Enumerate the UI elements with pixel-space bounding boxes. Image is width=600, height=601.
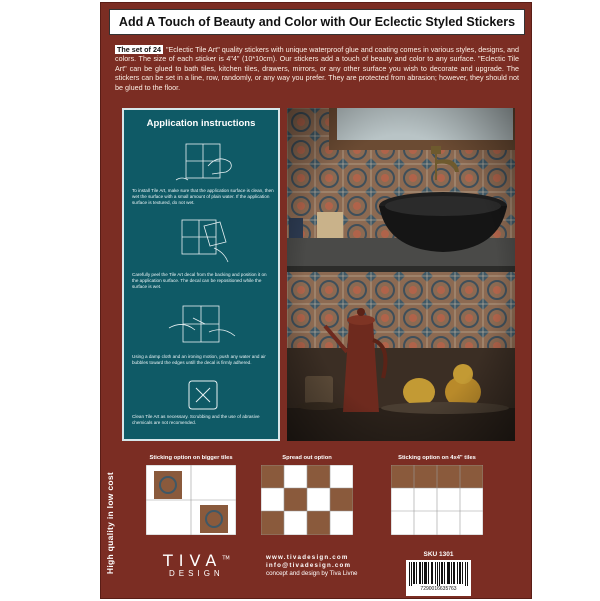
wet-surface-illustration: [168, 136, 238, 188]
sku-label: SKU 1301: [423, 551, 454, 558]
barcode-bars: [409, 562, 468, 586]
instructions-title: Application instructions: [146, 118, 256, 129]
small-tiles-diagram: [391, 465, 483, 535]
brand-name: TIVA: [163, 551, 223, 570]
instruction-text-4: Clean Tile Art as necessary. Scrubbing and the use of abrasive chemicals are not recomended.: [132, 414, 260, 425]
instruction-text-3: Using a damp cloth and an ironing motion, push any water and air bubbles toward the edges untill the decal is firmly adhered.: [132, 354, 266, 365]
instructions-panel: [122, 108, 280, 441]
barcode: [406, 560, 471, 596]
bathroom-kitchen-photo: [287, 108, 515, 441]
bigger-tiles-diagram: [146, 465, 236, 535]
email-link[interactable]: info@tivadesign.com: [266, 562, 352, 569]
design-credit: concept and design by Tiva Livne: [266, 570, 358, 577]
option-spread-out: [261, 455, 353, 540]
brand-logo: [163, 551, 230, 578]
product-description: [115, 45, 519, 92]
clean-tile-illustration: [183, 378, 223, 414]
instruction-text-1: To install Tile Art, make sure that the application surface is clean, then wet the surface with a small amount of plain water. If the application surface is textured, do not wet.: [132, 188, 274, 205]
spread-out-diagram: [261, 465, 353, 535]
website-link[interactable]: www.tivadesign.com: [266, 554, 349, 561]
instruction-step-3: [132, 298, 274, 366]
option-small-label: Sticking option on 4x4" tiles: [398, 455, 476, 461]
product-card: [100, 2, 532, 599]
description-text: "Eclectic Tile Art" quality stickers with unique waterproof glue and coating comes in various styles, designs, and colors. The size of each sticker is 4"4" (10*10cm). Our stickers add a touch of beauty and color to any surface. "Eclectic Tile Art" can be glued to bath tiles, kitchen tiles, drawers, mirrors, or any other surface you wish to decorate and upgrade. The stickers can be set in a line, row, randomly, or any way you prefer. They are protected from abrasion; however, they should not be glued to the floor.: [115, 45, 520, 92]
option-spread-label: Spread out option: [282, 455, 332, 461]
option-bigger-tiles: [146, 455, 236, 540]
instruction-step-2: [132, 214, 274, 290]
option-bigger-label: Sticking option on bigger tiles: [149, 455, 233, 461]
press-cloth-illustration: [163, 298, 243, 354]
peel-decal-illustration: [168, 214, 238, 272]
barcode-number: 7290016635763: [420, 586, 457, 592]
instruction-step-4: [132, 378, 274, 426]
brand-sub: DESIGN: [169, 569, 224, 578]
side-slogan: High quality in low cost: [105, 471, 115, 575]
instruction-text-2: Carefully peel the Tile Art decal from the backing and position it on the application surface. The decal can be repositioned while the surface is wet.: [132, 272, 267, 289]
trademark: TM: [222, 555, 230, 562]
sku-block: [406, 551, 471, 596]
instruction-step-1: [132, 136, 274, 206]
page-title: Add A Touch of Beauty and Color with Our Eclectic Styled Stickers: [109, 9, 525, 35]
option-small-tiles: [391, 455, 483, 540]
contact-info: [266, 554, 358, 578]
set-count-label: The set of 24: [117, 45, 161, 54]
